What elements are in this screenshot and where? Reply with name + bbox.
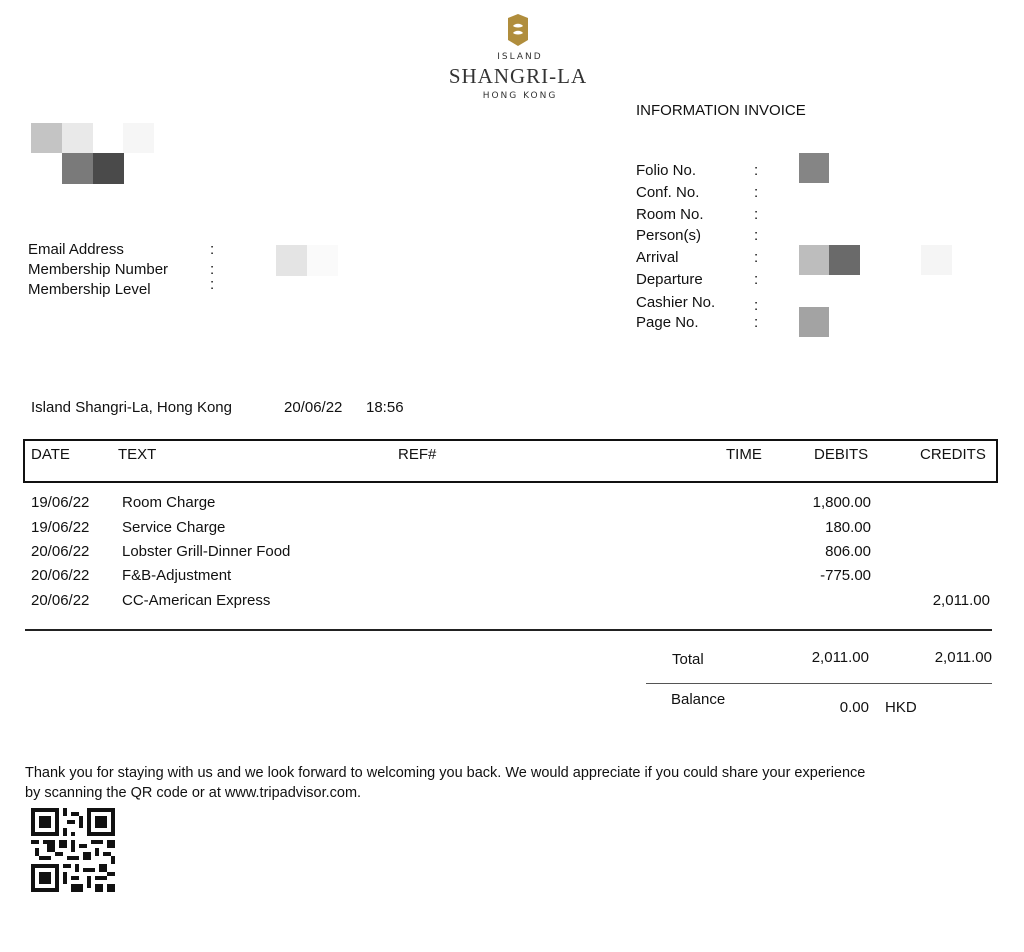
arrival-sep: : (754, 249, 759, 266)
redacted-arrival-3 (921, 245, 952, 275)
thank-you-message (25, 763, 985, 803)
departure-sep: : (754, 271, 759, 288)
row-text: F&B-Adjustment (122, 567, 232, 584)
row-credit: 2,011.00 (932, 592, 990, 609)
persons-sep: : (754, 227, 759, 244)
persons-label: Person(s) (636, 227, 702, 244)
row-debit: 1,800.00 (812, 494, 871, 511)
redacted-arrival-2 (829, 245, 860, 275)
membership-level-label: Membership Level (28, 281, 151, 298)
total-divider (646, 683, 992, 684)
room-no-label: Room No. (636, 206, 704, 223)
shangri-la-logo-icon (505, 14, 531, 46)
row-date: 20/06/22 (31, 543, 90, 560)
header-date: DATE (31, 446, 70, 463)
logo-island-text: ISLAND (497, 52, 543, 62)
page-no-sep: : (754, 314, 759, 331)
redacted-email-2 (307, 245, 338, 276)
membership-number-sep: : (210, 261, 215, 278)
total-debits: 2,011.00 (811, 649, 869, 666)
print-date: 20/06/22 (284, 399, 343, 416)
header-time: TIME (726, 446, 762, 463)
conf-no-sep: : (754, 184, 759, 201)
row-text: Lobster Grill-Dinner Food (122, 543, 291, 560)
thank-you-line-1: Thank you for staying with us and we look forward to welcoming you back. We would appreciate if you could share your experience (25, 765, 866, 781)
redacted-email (276, 245, 307, 276)
balance-value: 0.00 (839, 699, 869, 716)
logo-city-text: HONG KONG (482, 91, 558, 101)
membership-number-label: Membership Number (28, 261, 169, 278)
page-no-label: Page No. (636, 314, 699, 331)
row-text: CC-American Express (122, 592, 271, 609)
row-date: 20/06/22 (31, 567, 90, 584)
redacted-folio-no (799, 153, 829, 183)
departure-label: Departure (636, 271, 703, 288)
header-text: TEXT (118, 446, 157, 463)
total-credits: 2,011.00 (934, 649, 992, 666)
cashier-no-label: Cashier No. (636, 294, 716, 311)
row-date: 20/06/22 (31, 592, 90, 609)
row-debit: -775.00 (820, 567, 871, 584)
row-text: Room Charge (122, 494, 216, 511)
redacted-page-no (799, 307, 829, 337)
row-date: 19/06/22 (31, 494, 90, 511)
membership-level-sep: : (210, 276, 215, 293)
room-no-sep: : (754, 206, 759, 223)
print-time: 18:56 (366, 399, 404, 416)
row-debit: 806.00 (825, 543, 871, 560)
balance-label: Balance (671, 691, 726, 708)
folio-no-sep: : (754, 162, 759, 179)
email-address-label: Email Address (28, 241, 124, 258)
arrival-label: Arrival (636, 249, 679, 266)
row-date: 19/06/22 (31, 519, 90, 536)
folio-no-label: Folio No. (636, 162, 697, 179)
header-debits: DEBITS (814, 446, 869, 463)
hotel-name: Island Shangri-La, Hong Kong (31, 399, 232, 416)
email-address-sep: : (210, 241, 215, 258)
qr-code-icon (31, 808, 115, 892)
thank-you-line-2: by scanning the QR code or at www.tripadvisor.com. (25, 785, 362, 801)
row-text: Service Charge (122, 519, 226, 536)
header-ref: REF# (398, 446, 437, 463)
total-label: Total (672, 651, 704, 668)
table-bottom-divider (25, 629, 992, 631)
conf-no-label: Conf. No. (636, 184, 700, 201)
balance-currency: HKD (885, 699, 917, 716)
logo-brand-name: SHANGRI-LA (448, 64, 588, 88)
invoice-title: INFORMATION INVOICE (636, 102, 806, 119)
cashier-no-sep: : (754, 297, 759, 314)
row-debit: 180.00 (825, 519, 871, 536)
header-credits: CREDITS (920, 446, 986, 463)
redacted-arrival-1 (799, 245, 829, 275)
